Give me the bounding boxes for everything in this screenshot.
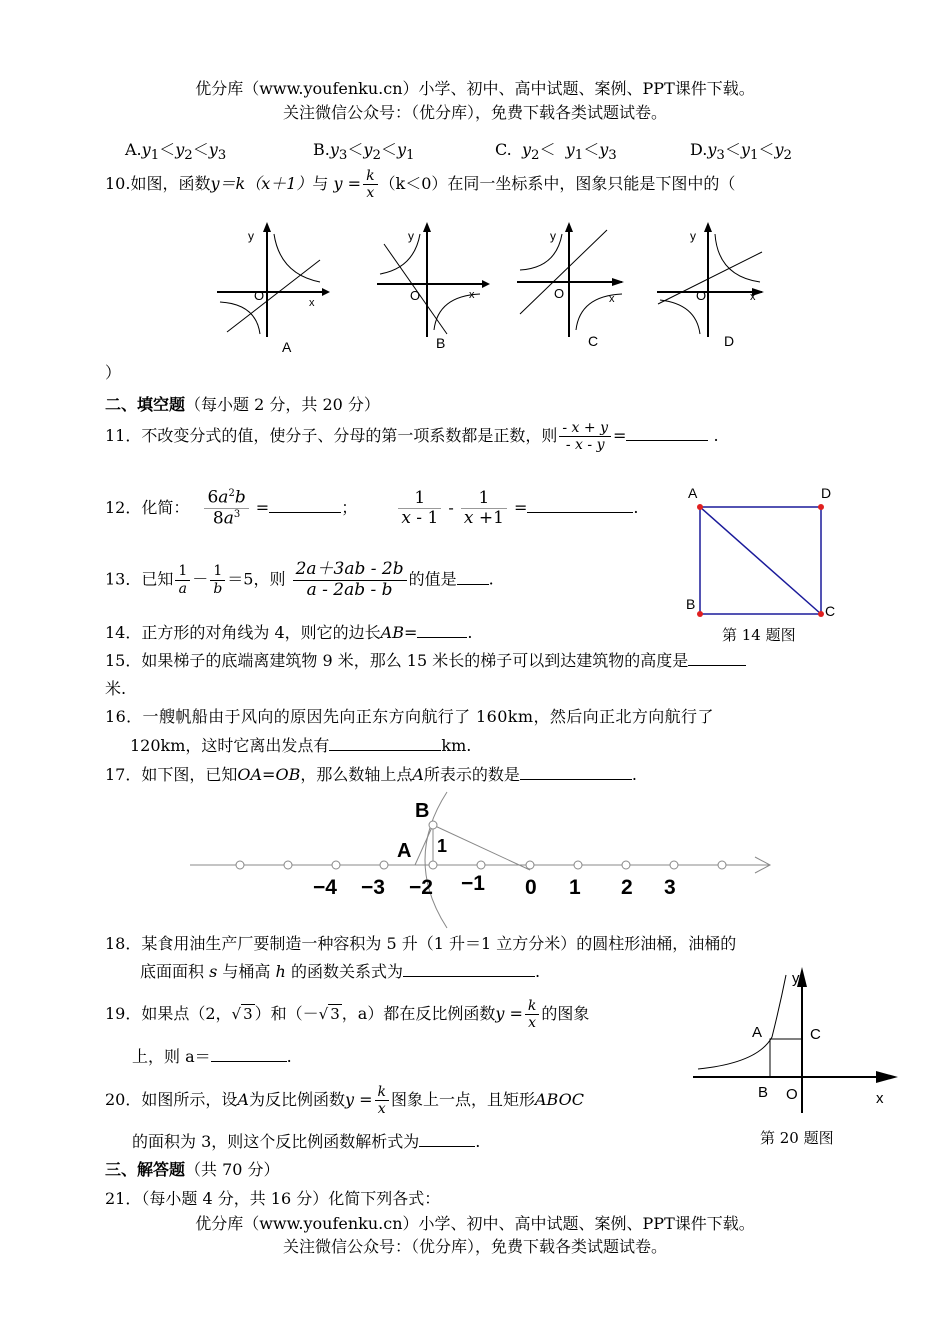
header-line-1: 优分库（www.youfenku.cn）小学、初中、高中试题、案例、PPT课件下载。 xyxy=(195,79,755,98)
svg-text:y: y xyxy=(792,970,800,987)
q11-fraction: $\frac{- x + y}{- x - y}$ xyxy=(559,420,611,453)
q15-text: 15．如果梯子的底端离建筑物 9 米，那么 15 米长的梯子可以到达建筑物的高度是 xyxy=(105,648,746,671)
svg-text:C: C xyxy=(810,1026,821,1043)
q18-line2: 底面面积 s 与桶高 h 的函数关系式为 . xyxy=(140,962,541,981)
svg-text:C: C xyxy=(588,333,599,349)
q20-caption: 第 20 题图 xyxy=(760,1129,834,1147)
q19-line1: 19．如果点（2，√ 3 ）和（－√ 3 ，a）都在反比例函数y = $\frac{k}{x}$ 的图象 xyxy=(105,998,590,1032)
section-2-heading: 二、填空题（每小题 2 分，共 20 分） xyxy=(105,395,380,414)
svg-text:A: A xyxy=(282,339,292,355)
q9-option-c: C. $y_2< y_1<y_3$ xyxy=(495,140,617,164)
q14-text: 14．正方形的对角线为 4，则它的边长AB= . xyxy=(105,623,473,642)
svg-text:y: y xyxy=(248,229,254,243)
footer-line-2: 关注微信公众号：（优分库），免费下载各类试题试卷。 xyxy=(282,1237,667,1256)
svg-text:O: O xyxy=(410,288,421,303)
q10-graph-b xyxy=(372,222,492,357)
svg-text:A: A xyxy=(397,840,412,862)
svg-text:D: D xyxy=(821,485,832,501)
q12-text: 12．化简： $\frac{6a^2b}{8a^3}$ = ； $\frac{1}{x - 1}$ - $\frac{1}{x +1}$ = . xyxy=(105,487,639,529)
q17-number-line xyxy=(185,790,785,930)
q20-line1: 20．如图所示，设A为反比例函数y = $\frac{k}{x}$ 图象上一点，且矩形ABOC xyxy=(105,1084,584,1118)
q17-text: 17．如下图，已知OA=OB，那么数轴上点A所表示的数是 . xyxy=(105,765,638,784)
q11-text: 11．不改变分式的值，使分子、分母的第一项系数都是正数，则 $\frac{- x + y}{- x - y}$ = . xyxy=(105,420,719,454)
q10-graph-a xyxy=(212,222,332,357)
svg-text:x: x xyxy=(750,291,756,303)
svg-text:O: O xyxy=(554,286,565,301)
q10-graph-c xyxy=(512,222,632,357)
svg-text:x: x xyxy=(609,293,615,305)
svg-text:3: 3 xyxy=(664,876,676,899)
q9-option-d: $D.y_3<y_1<y_2$ xyxy=(690,140,792,164)
svg-text:A: A xyxy=(688,485,698,501)
q15-line2: 米. xyxy=(105,679,127,698)
svg-text:1: 1 xyxy=(437,836,448,856)
q9-option-b: $B.y_3<y_2<y_1$ xyxy=(313,140,415,164)
q9-option-a: $A.y_1<y_2<y_3$ xyxy=(125,140,227,164)
svg-text:y: y xyxy=(550,229,556,243)
svg-text:−2: −2 xyxy=(409,876,433,899)
header-line-2: 关注微信公众号：（优分库），免费下载各类试题试卷。 xyxy=(282,103,667,122)
q14-caption: 第 14 题图 xyxy=(722,626,796,644)
svg-text:B: B xyxy=(415,800,430,822)
q21-text: 21．（每小题 4 分，共 16 分）化简下列各式： xyxy=(105,1189,441,1208)
svg-text:x: x xyxy=(469,289,475,301)
svg-text:O: O xyxy=(696,288,707,303)
svg-text:−1: −1 xyxy=(461,872,485,895)
svg-text:B: B xyxy=(436,335,446,351)
q20-figure xyxy=(688,965,908,1115)
q14-figure xyxy=(680,482,840,647)
svg-text:1: 1 xyxy=(569,876,581,899)
footer-line-1: 优分库（www.youfenku.cn）小学、初中、高中试题、案例、PPT课件下载。 xyxy=(195,1214,755,1233)
svg-text:O: O xyxy=(786,1086,798,1103)
svg-text:D: D xyxy=(724,333,735,349)
svg-text:x: x xyxy=(876,1090,884,1107)
q20-line2: 的面积为 3，则这个反比例函数解析式为 . xyxy=(132,1132,481,1151)
svg-text:−4: −4 xyxy=(313,876,337,899)
q10-text: 10.如图，函数y＝k（x＋1）与 y = $\frac{k}{x}$ （k＜0）在同一坐标系中，图象只能是下图中的（ xyxy=(105,168,736,202)
svg-text:B: B xyxy=(686,596,696,612)
q18-line1: 18．某食用油生产厂要制造一种容积为 5 升（1 升＝1 立方分米）的圆柱形油桶，油桶的 xyxy=(105,934,737,953)
svg-text:0: 0 xyxy=(525,876,537,899)
section-3-heading: 三、解答题（共 70 分） xyxy=(105,1160,280,1179)
q10-graph-d xyxy=(652,222,772,357)
svg-text:O: O xyxy=(254,288,265,303)
q16-text: 16．一艘帆船由于风向的原因先向正东方向航行了 160km，然后向正北方向航行了 xyxy=(105,707,714,726)
svg-text:C: C xyxy=(825,603,836,619)
q13-text: 13．已知 $\frac{1}{a}$ － $\frac{1}{b}$ ＝5，则 $\frac{2a+3ab - 2b}{a - 2ab - b}$ 的值是 . xyxy=(105,559,494,600)
svg-text:y: y xyxy=(690,229,696,243)
svg-text:y: y xyxy=(408,229,414,243)
svg-text:2: 2 xyxy=(621,876,633,899)
svg-text:x: x xyxy=(309,297,315,309)
svg-text:B: B xyxy=(758,1084,769,1101)
q16-line2: 120km，这时它离出发点有 km. xyxy=(130,736,472,755)
q10-close-paren: ） xyxy=(105,363,122,382)
svg-text:A: A xyxy=(752,1024,763,1041)
svg-text:−3: −3 xyxy=(361,876,385,899)
q19-line2: 上，则 a＝ . xyxy=(132,1047,292,1066)
